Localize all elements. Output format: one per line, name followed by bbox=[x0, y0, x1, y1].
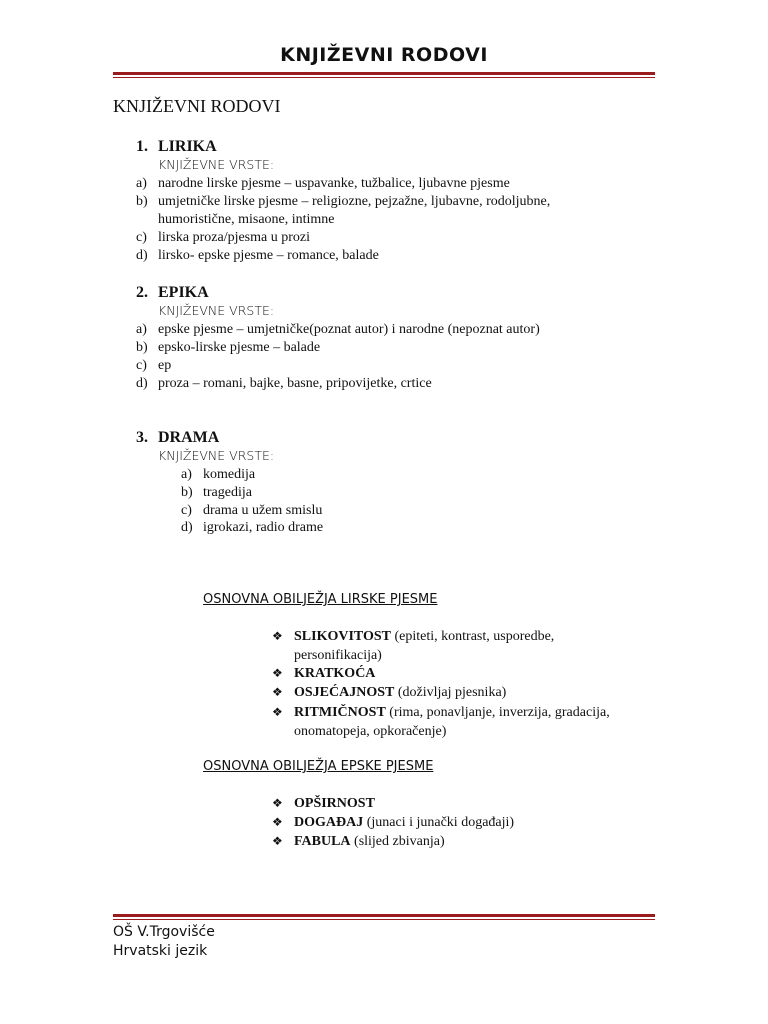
item-label: d) bbox=[136, 376, 148, 391]
item-label: a) bbox=[136, 322, 147, 337]
feature-bullet bbox=[272, 794, 632, 813]
list-item bbox=[181, 467, 255, 483]
footer-rule-thin bbox=[113, 919, 655, 920]
item-text: lirska proza/pjesma u prozi bbox=[158, 230, 311, 245]
item-label: b) bbox=[136, 340, 148, 355]
item-text: igrokazi, radio drame bbox=[203, 520, 324, 535]
item-text: tragedija bbox=[203, 485, 252, 500]
section-heading-epika bbox=[136, 284, 209, 302]
item-text: drama u užem smislu bbox=[203, 503, 323, 518]
feature-term: FABULA bbox=[294, 834, 351, 849]
diamond-bullet-icon: ❖ bbox=[272, 815, 283, 829]
list-item bbox=[136, 193, 606, 229]
feature-note: (rima, ponavljanje, inverzija, gradacija, bbox=[385, 705, 610, 720]
feature-note-continued: onomatopeja, opkoračenje) bbox=[294, 724, 447, 739]
list-item bbox=[136, 175, 606, 193]
feature-note: (epiteti, kontrast, usporedbe, bbox=[391, 629, 555, 644]
feature-bullet bbox=[272, 703, 632, 741]
item-label: d) bbox=[136, 248, 148, 263]
section-number: 1. bbox=[136, 138, 148, 155]
item-label: d) bbox=[181, 520, 193, 535]
item-text-continued: humoristične, misaone, intimne bbox=[158, 212, 335, 227]
header-rule-thin bbox=[113, 77, 655, 78]
diamond-bullet-icon: ❖ bbox=[272, 796, 283, 810]
footer-school: OŠ V.Trgovišće bbox=[113, 924, 215, 940]
feature-term: KRATKOĆA bbox=[294, 666, 376, 681]
list-item bbox=[136, 375, 606, 393]
feature-term: SLIKOVITOST bbox=[294, 629, 392, 644]
section-title: LIRIKA bbox=[158, 138, 217, 155]
feature-term: RITMIČNOST bbox=[294, 705, 386, 720]
diamond-bullet-icon: ❖ bbox=[272, 629, 283, 643]
list-item bbox=[181, 520, 323, 536]
section-number: 2. bbox=[136, 284, 148, 301]
section-heading-drama bbox=[136, 429, 219, 447]
section-title: EPIKA bbox=[158, 284, 209, 301]
item-text: epsko-lirske pjesme – balade bbox=[158, 340, 321, 355]
footer-subject: Hrvatski jezik bbox=[113, 943, 208, 959]
feature-bullet bbox=[272, 832, 632, 851]
features-heading-lirske: OSNOVNA OBILJEŽJA LIRSKE PJESME bbox=[203, 592, 438, 607]
list-item bbox=[136, 229, 606, 247]
diamond-bullet-icon: ❖ bbox=[272, 834, 283, 848]
list-item bbox=[136, 321, 606, 339]
diamond-bullet-icon: ❖ bbox=[272, 666, 283, 680]
feature-note: (slijed zbivanja) bbox=[350, 834, 445, 849]
list-item bbox=[181, 485, 252, 501]
item-label: b) bbox=[136, 194, 148, 209]
item-text: narodne lirske pjesme – uspavanke, tužbalice, ljubavne pjesme bbox=[158, 176, 510, 191]
item-text: umjetničke lirske pjesme – religiozne, pejzažne, ljubavne, rodoljubne, bbox=[158, 194, 551, 209]
feature-bullet bbox=[272, 664, 632, 683]
item-label: c) bbox=[181, 503, 192, 518]
header-rule-thick bbox=[113, 72, 655, 75]
feature-bullet bbox=[272, 813, 632, 832]
item-label: b) bbox=[181, 485, 193, 500]
section-title: DRAMA bbox=[158, 429, 220, 446]
item-text: komedija bbox=[203, 467, 256, 482]
list-item bbox=[136, 339, 606, 357]
item-label: c) bbox=[136, 230, 147, 245]
page-header-title: KNJIŽEVNI RODOVI bbox=[280, 44, 488, 66]
diamond-bullet-icon: ❖ bbox=[272, 685, 283, 699]
section-number: 3. bbox=[136, 429, 148, 446]
item-text: epske pjesme – umjetničke(poznat autor) i narodne (nepoznat autor) bbox=[158, 322, 540, 337]
features-heading-epske: OSNOVNA OBILJEŽJA EPSKE PJESME bbox=[203, 759, 434, 774]
feature-term: OSJEĆAJNOST bbox=[294, 685, 395, 700]
item-text: ep bbox=[158, 358, 172, 373]
list-item bbox=[136, 357, 606, 375]
item-label: a) bbox=[136, 176, 147, 191]
diamond-bullet-icon: ❖ bbox=[272, 705, 283, 719]
feature-note-continued: personifikacija) bbox=[294, 648, 382, 663]
item-label: c) bbox=[136, 358, 147, 373]
document-title: KNJIŽEVNI RODOVI bbox=[113, 96, 281, 116]
feature-note: (doživljaj pjesnika) bbox=[394, 685, 507, 700]
item-text: lirsko- epske pjesme – romance, balade bbox=[158, 248, 379, 263]
feature-term: DOGAĐAJ bbox=[294, 815, 364, 830]
section-subtitle: KNJIŽEVNE VRSTE: bbox=[158, 157, 275, 172]
item-text: proza – romani, bajke, basne, pripovijetke, crtice bbox=[158, 376, 432, 391]
section-subtitle: KNJIŽEVNE VRSTE: bbox=[158, 448, 275, 463]
list-item bbox=[136, 247, 606, 265]
item-label: a) bbox=[181, 467, 192, 482]
list-item bbox=[181, 503, 322, 519]
feature-note: (junaci i junački događaji) bbox=[363, 815, 515, 830]
feature-bullet bbox=[272, 627, 632, 665]
section-heading-lirika bbox=[136, 138, 217, 156]
footer-rule-thick bbox=[113, 914, 655, 917]
section-subtitle: KNJIŽEVNE VRSTE: bbox=[158, 303, 275, 318]
feature-bullet bbox=[272, 683, 632, 702]
feature-term: OPŠIRNOST bbox=[294, 796, 375, 811]
